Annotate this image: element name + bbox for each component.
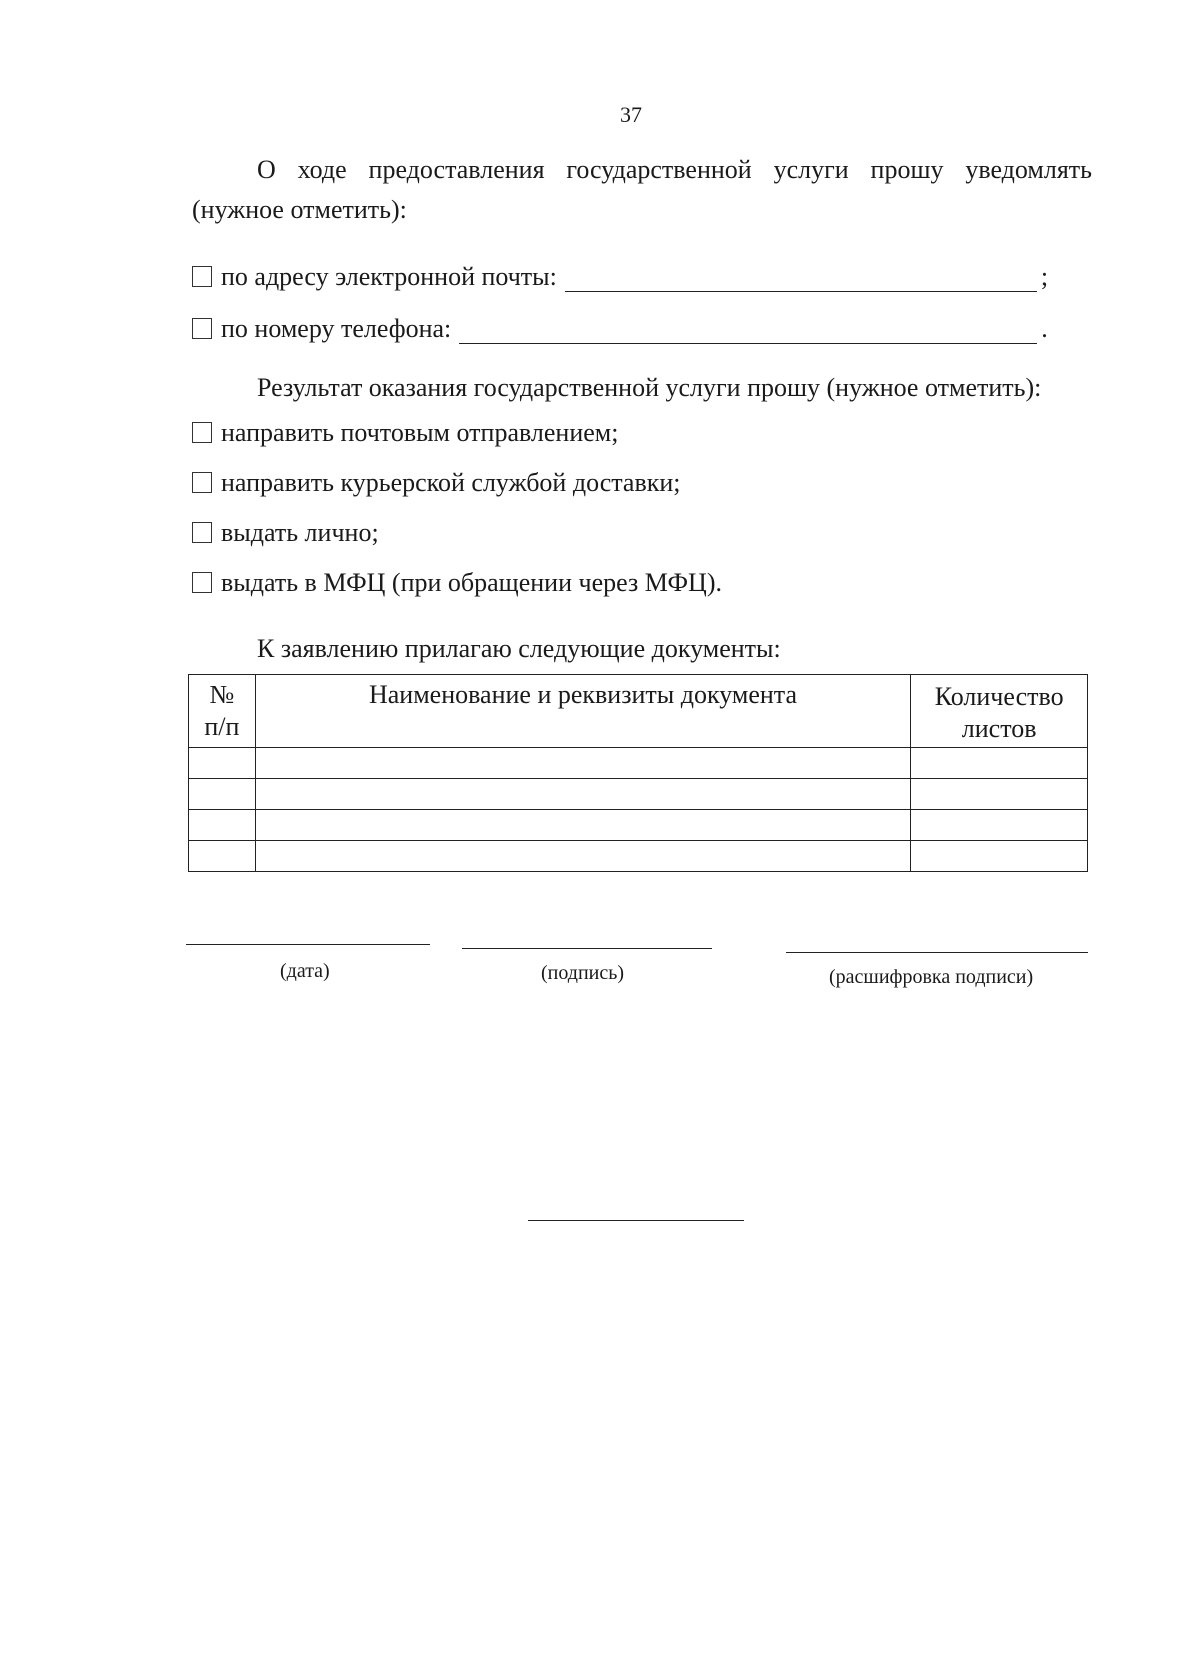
result-mfc-checkbox[interactable]	[192, 572, 212, 593]
email-field[interactable]	[565, 263, 1037, 292]
col-header-quantity	[911, 675, 1088, 748]
table-cell-number[interactable]	[189, 748, 256, 779]
table-row	[189, 841, 1088, 872]
result-option-label: направить почтовым отправлением;	[221, 418, 619, 447]
table-cell-number[interactable]	[189, 810, 256, 841]
email-label: по адресу электронной почты:	[221, 262, 557, 291]
table-cell-quantity[interactable]	[911, 841, 1088, 872]
attachments-heading: К заявлению прилагаю следующие документы:	[257, 634, 781, 663]
email-terminator: ;	[1040, 262, 1049, 291]
col-header-number	[189, 675, 256, 748]
result-option-label: выдать лично;	[221, 518, 379, 547]
result-option-personal[interactable]	[192, 518, 379, 548]
table-cell-name[interactable]	[255, 841, 911, 872]
result-personal-checkbox[interactable]	[192, 522, 212, 543]
col-header-name: Наименование и реквизиты документа	[255, 675, 911, 748]
result-courier-checkbox[interactable]	[192, 472, 212, 493]
notify-phone-option[interactable]	[192, 314, 1048, 344]
col-header-number-line2: п/п	[204, 712, 240, 741]
col-header-quantity-line2: листов	[961, 714, 1037, 743]
page-number: 37	[620, 102, 642, 127]
signature-caption: (подпись)	[541, 962, 625, 984]
phone-terminator: .	[1041, 314, 1048, 343]
table-cell-name[interactable]	[255, 779, 911, 810]
result-option-courier[interactable]	[192, 468, 681, 498]
signature-line[interactable]	[462, 948, 712, 949]
notify-email-option[interactable]	[192, 262, 1048, 292]
signature-decode-caption: (расшифровка подписи)	[829, 966, 1034, 988]
result-mail-checkbox[interactable]	[192, 422, 212, 443]
notification-intro: О ходе предоставления государственной услуги прошу уведомлять (нужное отметить):	[192, 155, 1092, 224]
table-cell-name[interactable]	[255, 810, 911, 841]
table-cell-number[interactable]	[189, 779, 256, 810]
table-row	[189, 810, 1088, 841]
result-option-mail[interactable]	[192, 418, 618, 448]
date-line[interactable]	[186, 944, 430, 945]
result-heading: Результат оказания государственной услуги прошу (нужное отметить):	[257, 373, 1042, 402]
attachments-table	[188, 674, 1088, 872]
col-header-number-line1: №	[209, 680, 235, 709]
result-option-label: направить курьерской службой доставки;	[221, 468, 681, 497]
table-cell-quantity[interactable]	[911, 779, 1088, 810]
signature-decode-line[interactable]	[786, 952, 1088, 953]
table-cell-name[interactable]	[255, 748, 911, 779]
col-header-quantity-line1: Количество	[934, 682, 1064, 711]
table-header-row	[189, 675, 1088, 748]
result-option-label: выдать в МФЦ (при обращении через МФЦ).	[221, 568, 722, 597]
closing-divider-line	[528, 1220, 744, 1221]
email-checkbox[interactable]	[192, 266, 212, 287]
table-cell-quantity[interactable]	[911, 810, 1088, 841]
table-row	[189, 779, 1088, 810]
phone-checkbox[interactable]	[192, 318, 212, 339]
table-row	[189, 748, 1088, 779]
table-cell-quantity[interactable]	[911, 748, 1088, 779]
date-caption: (дата)	[280, 960, 330, 982]
phone-field[interactable]	[459, 315, 1037, 344]
phone-label: по номеру телефона:	[221, 314, 452, 343]
table-cell-number[interactable]	[189, 841, 256, 872]
result-option-mfc[interactable]	[192, 568, 722, 598]
